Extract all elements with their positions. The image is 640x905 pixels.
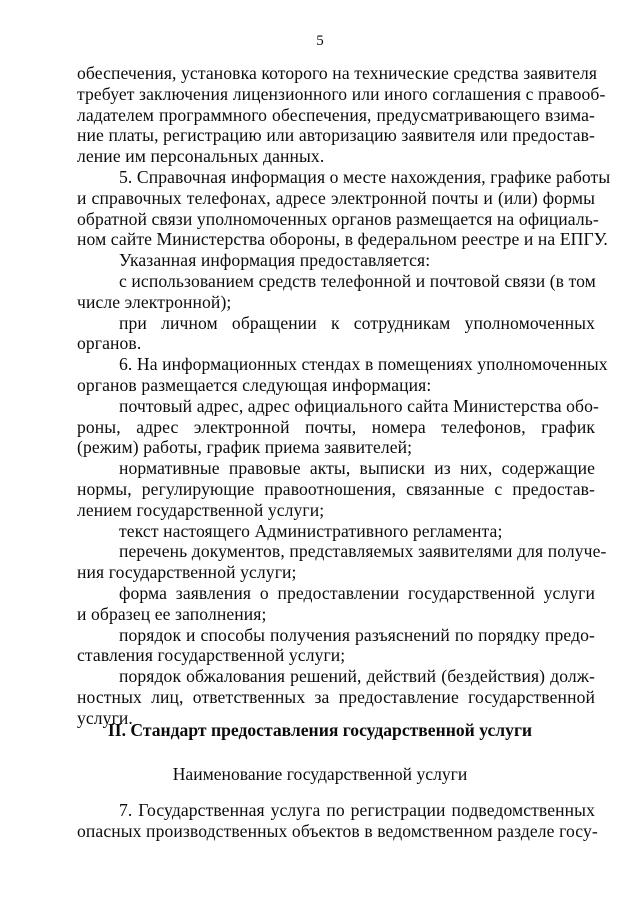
text-line: текст настоящего Административного регламента; [119, 520, 503, 541]
text-line: Указанная информация предоставляется: [119, 250, 431, 271]
text-line: порядок и способы получения разъяснений по порядку предо- [119, 624, 595, 645]
text-line: перечень документов, представляемых заявителями для получе- [119, 541, 607, 562]
text-line: ния государственной услуги; [77, 562, 297, 583]
text-line: и справочных телефонах, адресе электронной почты и (или) формы [77, 187, 595, 208]
text-line: лением государственной услуги; [77, 499, 325, 520]
text-line: ладателем программного обеспечения, предусматривающего взима- [77, 104, 595, 125]
text-line: числе электронной); [77, 291, 232, 312]
text-line: обеспечения, установка которого на технические средства заявителя [77, 63, 598, 83]
section-heading: II. Стандарт предоставления государственной услуги [107, 720, 533, 740]
text-line: порядок обжалования решений, действий (бездействия) долж- [119, 666, 595, 687]
text-line: ние платы, регистрацию или авторизацию заявителя или предостав- [77, 125, 595, 146]
text-line: обратной связи уполномоченных органов размещается на официаль- [77, 208, 599, 229]
text-line: ление им персональных данных. [77, 146, 325, 167]
text-line: роны, адрес электронной почты, номера телефонов, график [77, 416, 595, 437]
text-line: (режим) работы, график приема заявителей; [77, 437, 413, 458]
text-line: ном сайте Министерства обороны, в федеральном реестре и на ЕПГУ. [77, 229, 608, 250]
page-number: 5 [316, 33, 324, 49]
text-line: почтовый адрес, адрес официального сайта Министерства обо- [119, 395, 599, 416]
text-line: и образец ее заполнения; [77, 603, 267, 624]
text-line: 6. На информационных стендах в помещениях уполномоченных [119, 354, 608, 375]
text-line: с использованием средств телефонной и почтовой связи (в том [119, 270, 596, 291]
text-line: ставления государственной услуги; [77, 645, 346, 666]
text-line: органов размещается следующая информация: [77, 374, 432, 395]
text-line: ностных лиц, ответственных за предоставление государственной [77, 686, 595, 707]
sub-heading: Наименование государственной услуги [172, 764, 468, 784]
tail-text [77, 800, 598, 842]
text-line: при личном обращении к сотрудникам уполномоченных [119, 312, 595, 333]
text-line: 7. Государственная услуга по регистрации подведомственных [119, 800, 595, 820]
text-line: услуги. [77, 707, 133, 728]
text-line: форма заявления о предоставлении государственной услуги [119, 582, 595, 603]
text-line: требует заключения лицензионного или иного соглашения с правооб- [77, 83, 606, 104]
text-line: нормы, регулирующие правоотношения, связанные с предостав- [77, 478, 595, 499]
text-line: опасных производственных объектов в ведомственном разделе госу- [77, 820, 598, 841]
text-line: нормативные правовые акты, выписки из них, содержащие [119, 458, 595, 479]
text-line: органов. [77, 333, 142, 354]
body-text [77, 63, 611, 729]
text-line: 5. Справочная информация о месте нахождения, графике работы [119, 166, 611, 187]
